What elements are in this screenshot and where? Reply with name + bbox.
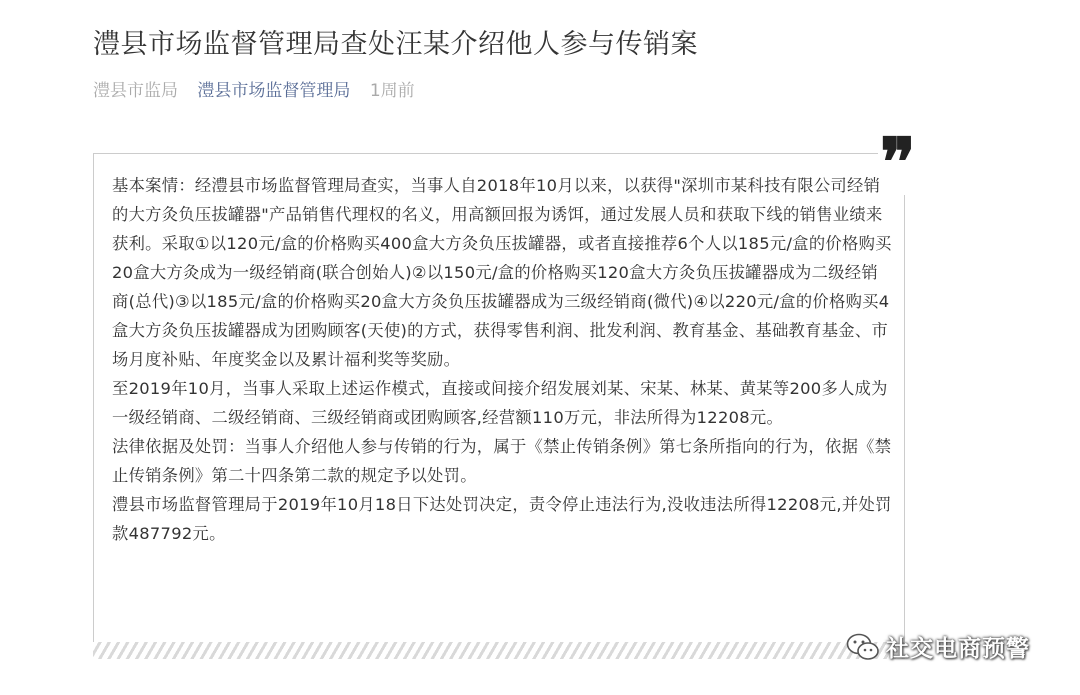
watermark — [846, 630, 1030, 663]
article-title: 澧县市场监督管理局查处汪某介绍他人参与传销案 — [93, 29, 698, 60]
paragraph-legal: 法律依据及处罚：当事人介绍他人参与传销的行为，属于《禁止传销条例》第七条所指向的行为，依据《禁止传销条例》第二十四条第二款的规定予以处罚。 — [112, 437, 892, 485]
paragraph-scale: 至2019年10月，当事人采取上述运作模式，直接或间接介绍发展刘某、宋某、林某、黄某等200多人成为一级经销商、二级经销商、三级经销商或团购顾客,经营额110万元，非法所得为12208元。 — [112, 379, 888, 427]
watermark-text: 社交电商预警 — [886, 636, 1030, 662]
hatch-divider — [93, 642, 905, 659]
article-source: 澧县市监局 — [93, 81, 178, 101]
paragraph-penalty: 澧县市场监督管理局于2019年10月18日下达处罚决定，责令停止违法行为,没收违法所得12208元,并处罚款487792元。 — [112, 495, 892, 543]
account-link[interactable]: 澧县市场监督管理局 — [197, 81, 351, 101]
publish-time: 1周前 — [369, 81, 415, 101]
wechat-icon — [846, 633, 880, 661]
article-meta — [93, 76, 429, 101]
article-content — [112, 171, 892, 548]
quote-mark-icon: ❞ — [880, 123, 916, 201]
paragraph-case: 基本案情：经澧县市场监督管理局查实，当事人自2018年10月以来，以获得"深圳市某科技有限公司经销的大方灸负压拔罐器"产品销售代理权的名义，用高额回报为诱饵，通过发展人员和获取下线的销售业绩来获利。采取①以120元/盒的价格购买400盒大方灸负压拔罐器，或者直接推荐6个人以185元/盒的价格购买20盒大方灸成为一级经销商(联合创始人)②以150元/盒的价格购买120盒大方灸负压拔罐器成为二级经销商(总代)③以185元/盒的价格购买20盒大方灸负压拔罐器成为三级经销商(微代)④以220元/盒的价格购买4盒大方灸负压拔罐器成为团购顾客(天使)的方式，获得零售利润、批发利润、教育基金、基础教育基金、市场月度补贴、年度奖金以及累计福利奖等奖励。 — [112, 176, 892, 369]
